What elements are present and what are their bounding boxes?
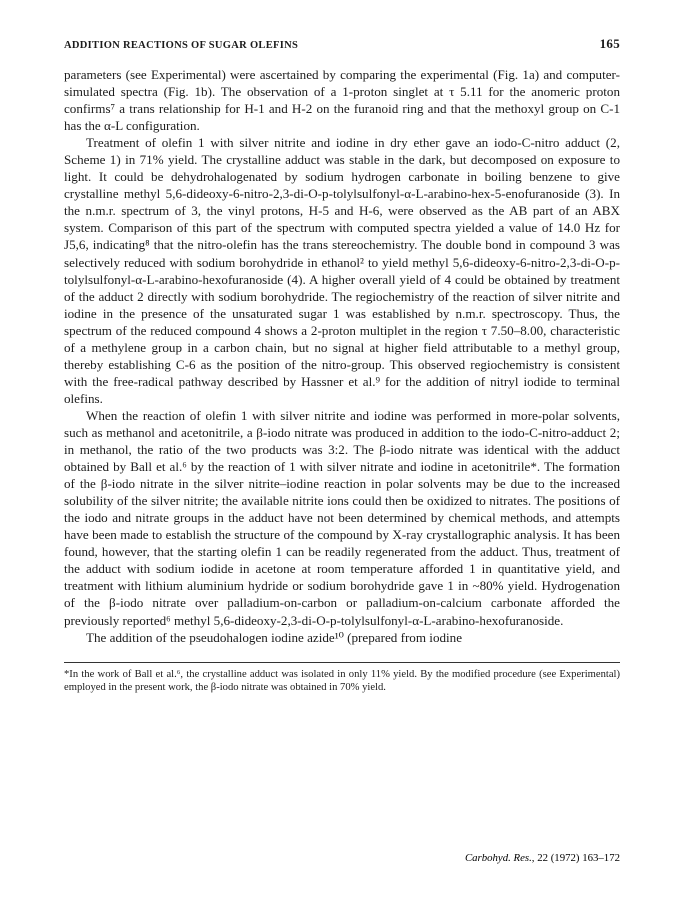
journal-name: Carbohyd. Res., <box>464 852 535 864</box>
paragraph-3: When the reaction of olefin 1 with silver nitrite and iodine was performed in more-polar solvents, such as methanol and acetonitrile, a β-iodo nitrate was produced in addition to the iodo-C-nitro-adduct 2; in methanol, the ratio of the two products was 3:2. The β-iodo nitrate was identical with the adduct obtained by Ball et al.⁶ by the reaction of 1 with silver nitrate and iodine in acetonitrile*. The formation of the β-iodo nitrate in the silver nitrite–iodine reaction in polar solvents may be due to the increased solubility of the silver nitrite; the available nitrite ions could then be oxidized to nitrates. The positions of the iodo and nitrate groups in the adduct have not been determined by chemical methods, and attempts have been made to establish the structure of the compound by X-ray crystallographic analysis. It has been found, however, that the starting olefin 1 can be readily regenerated from the adduct. Thus, treatment of the adduct with sodium iodide in acetone at room temperature afforded 1 in quantitative yield, and treatment with lithium aluminium hydride or sodium borohydride gave 1 in ~80% yield. Hydrogenation of the β-iodo nitrate over palladium-on-carbon or palladium-on-calcium carbonate afforded the previously reported⁶ methyl 5,6-dideoxy-2,3-di-O-p-tolylsulfonyl-α-L-arabino-hexofuranoside. <box>64 407 620 628</box>
footnote: *In the work of Ball et al.⁶, the crystalline adduct was isolated in only 11% yield. By the modified procedure (see Experimental) employed in the present work, the β-iodo nitrate was obtained in 70% yield. <box>64 668 620 693</box>
paragraph-2: Treatment of olefin 1 with silver nitrite and iodine in dry ether gave an iodo-C-nitro adduct (2, Scheme 1) in 71% yield. The crystalline adduct was stable in the dark, but decomposed on exposure to light. It could be dehydrohalogenated by sodium hydrogen carbonate in boiling benzene to give crystalline methyl 5,6-dideoxy-6-nitro-2,3-di-O-p-tolylsulfonyl-α-L-arabino-hex-5-enofuranoside (3). In the n.m.r. spectrum of 3, the vinyl protons, H-5 and H-6, were observed as the AB part of an ABX system. Comparison of this part of the spectrum with computed spectra yielded a value of 14.0 Hz for J5,6, indicating⁸ that the nitro-olefin has the trans stereochemistry. The double bond in compound 3 was selectively reduced with sodium borohydride in ethanol² to yield methyl 5,6-dideoxy-6-nitro-2,3-di-O-p-tolylsulfonyl-α-L-arabino-hexofuranoside (4). A higher overall yield of 4 could be obtained by treatment of the adduct 2 directly with sodium borohydride. The regiochemistry of the reaction of silver nitrite and iodine in the presence of the unsaturated sugar 1 was established by n.m.r. spectroscopy. Thus, the spectrum of the reduced compound 4 shows a 2-proton multiplet in the region τ 7.50–8.00, characteristic of a methylene group in a carbon chain, but no signal at higher field attributable to a methyl group, thereby establishing C-6 as the position of the nitro-group. This observed regiochemistry is consistent with the free-radical pathway described by Hassner et al.⁹ for the addition of nitryl iodide to terminal olefins. <box>64 135 620 406</box>
journal-page <box>64 36 620 694</box>
volume-pages: 22 (1972) 163–172 <box>537 852 620 864</box>
paragraph-1: parameters (see Experimental) were ascertained by comparing the experimental (Fig. 1a) and computer-simulated spectra (Fig. 1b). The observation of a 1-proton singlet at τ 5.11 for the anomeric proton confirms⁷ a trans relationship for H-1 and H-2 on the furanoid ring and that the methoxyl group on C-1 has the α-L configuration. <box>64 67 620 134</box>
running-head <box>64 36 620 52</box>
article-body <box>64 66 620 646</box>
paragraph-4: The addition of the pseudohalogen iodine azide¹⁰ (prepared from iodine <box>86 629 463 645</box>
page-number: 165 <box>599 36 620 51</box>
running-title: ADDITION REACTIONS OF SUGAR OLEFINS <box>64 40 299 51</box>
journal-citation <box>465 852 620 864</box>
footnote-rule <box>64 662 620 663</box>
